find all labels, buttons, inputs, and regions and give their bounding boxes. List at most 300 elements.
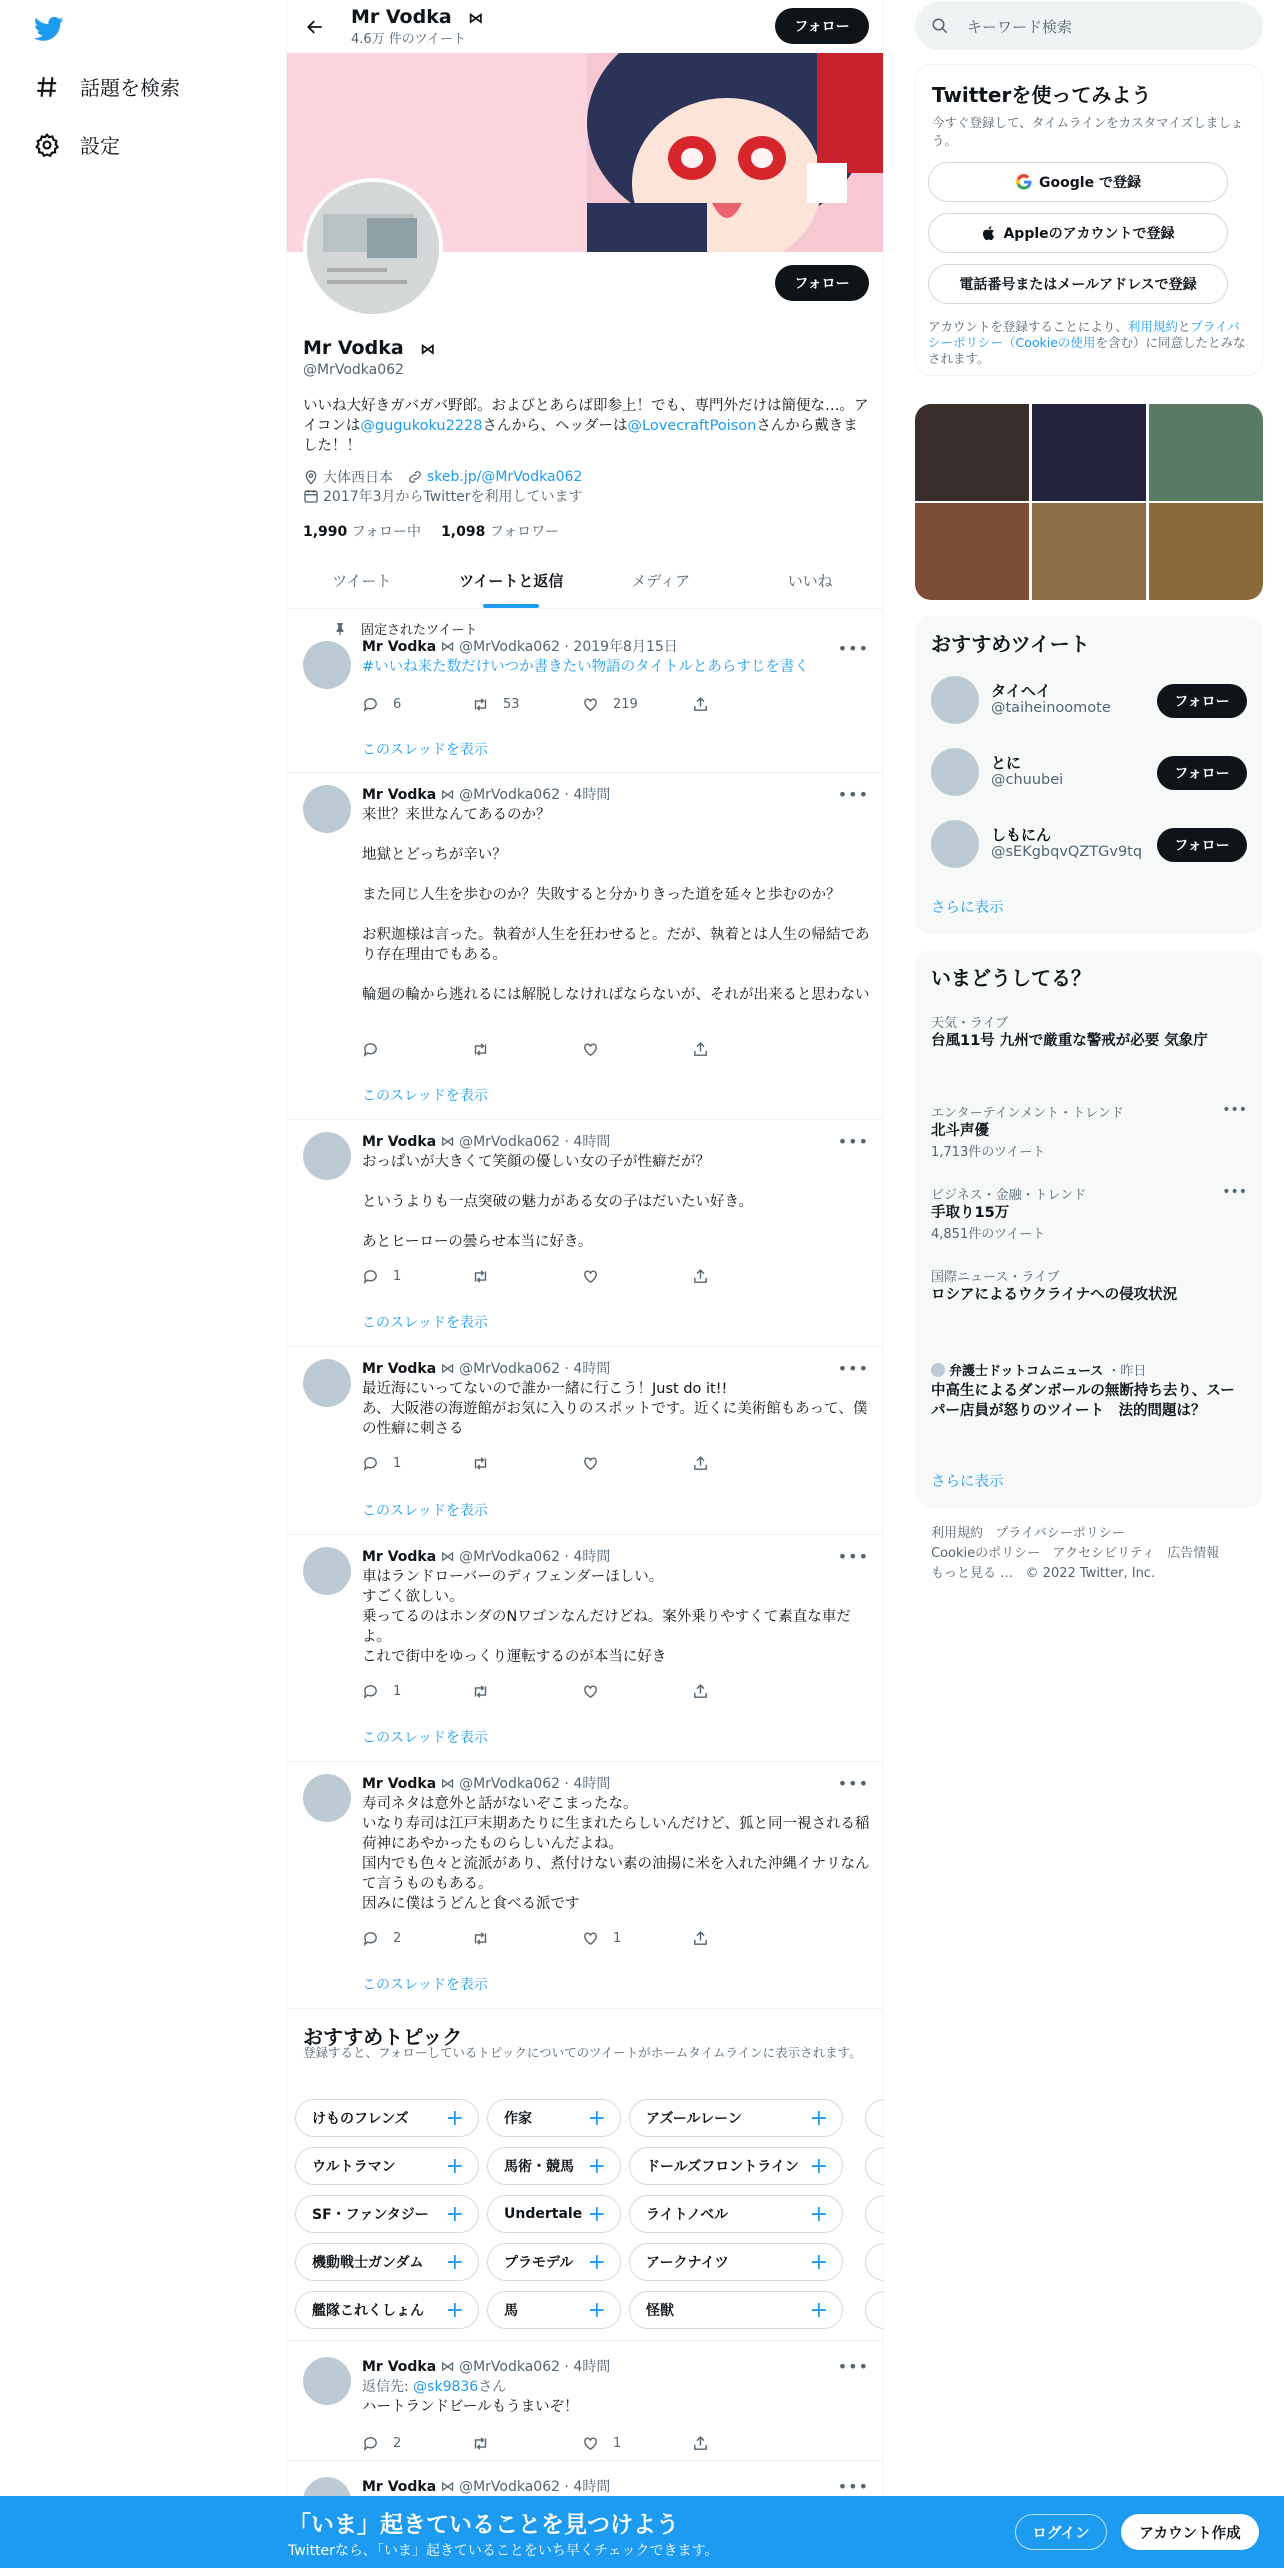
topic-label: Undertale — [504, 2206, 583, 2222]
avatar[interactable] — [303, 2357, 351, 2405]
signup-button[interactable]: アカウント作成 — [1121, 2514, 1259, 2550]
topic-chip[interactable] — [295, 2099, 479, 2137]
trend-title: 中高生によるダンボールの無断持ち去り、スーパー店員が怒りのツイート 法的問題は？ — [931, 1383, 1235, 1419]
tweet-author[interactable]: Mr Vodka — [362, 2359, 437, 2375]
trend-meta: ・昨日 — [1107, 1364, 1147, 1379]
more-icon[interactable]: ••• — [837, 1359, 869, 1378]
plus-icon: + — [809, 2297, 828, 2323]
trend-title: 北斗声優 — [931, 1123, 989, 1139]
like-count: 1 — [613, 2435, 622, 2451]
suggested-user[interactable] — [931, 744, 1247, 800]
plus-icon: + — [809, 2105, 828, 2131]
media-thumbnail[interactable] — [1149, 404, 1263, 501]
trend-item[interactable] — [931, 1102, 1247, 1160]
tweet-author[interactable]: Mr Vodka — [362, 1134, 437, 1150]
trend-item[interactable] — [931, 1184, 1247, 1242]
plus-icon: + — [809, 2153, 828, 2179]
trend-count: 1,713件のツイート — [931, 1145, 1046, 1160]
tweet-header: Mr Vodka ⋈ @MrVodka062 · 4時間 — [362, 787, 611, 803]
plus-icon: + — [445, 2249, 464, 2275]
topic-chip[interactable] — [629, 2243, 843, 2281]
who-to-follow-card — [915, 616, 1263, 934]
more-icon[interactable]: ••• — [837, 2477, 869, 2496]
tweet-time[interactable]: 2019年8月15日 — [573, 639, 678, 655]
share-icon — [692, 2435, 709, 2452]
tweet-header: Mr Vodka ⋈ @MrVodka062 · 2019年8月15日 — [362, 639, 678, 655]
footer-accessibility-link[interactable]: アクセシビリティ — [1052, 1546, 1155, 1561]
tweet-author[interactable]: Mr Vodka — [362, 1361, 437, 1377]
tweet-handle: @MrVodka062 — [459, 787, 561, 803]
retweet-button[interactable] — [472, 1681, 582, 1701]
avatar[interactable] — [303, 785, 351, 833]
signup-subtitle: 今すぐ登録して、タイムラインをカスタマイズしましょう。 — [932, 115, 1244, 148]
show-more-link[interactable]: さらに表示 — [931, 900, 1004, 916]
trend-item[interactable] — [931, 1266, 1247, 1305]
share-icon — [692, 1268, 709, 1285]
tweet-author[interactable]: Mr Vodka — [362, 787, 437, 803]
topic-label: SF・ファンタジー — [312, 2207, 429, 2223]
tweet[interactable] — [287, 2341, 884, 2461]
reply-button[interactable] — [362, 1453, 472, 1473]
tweet-header: Mr Vodka ⋈ @MrVodka062 · 4時間 — [362, 1361, 611, 1377]
calendar-icon — [303, 488, 319, 504]
trend-title: 台風11号 九州で厳重な警戒が必要 気象庁 — [931, 1033, 1208, 1049]
tweet-actions — [362, 1266, 802, 1286]
trend-item[interactable] — [931, 1012, 1247, 1051]
follow-button[interactable]: フォロー — [1157, 684, 1247, 718]
tweet-author[interactable]: Mr Vodka — [362, 2479, 437, 2495]
tweet-text[interactable]: 車はランドローバーのディフェンダーほしい。 すごく欲しい。 乗ってるのはホンダのNワゴンなんだけどね。案外乗りやすくて素直な車だよ。 これで街中をゆっくり運転するのが本当に好き — [362, 1569, 851, 1665]
tweet-author-emoji: ⋈ — [440, 787, 455, 803]
header-follow-button[interactable]: フォロー — [775, 8, 869, 44]
footer-cookie-link[interactable]: Cookieのポリシー — [931, 1546, 1041, 1561]
retweet-button[interactable] — [472, 1928, 582, 1948]
tweet-time[interactable]: 4時間 — [573, 1549, 611, 1565]
reply-button[interactable] — [362, 694, 472, 714]
avatar[interactable] — [303, 1774, 351, 1822]
tweet-author[interactable]: Mr Vodka — [362, 1549, 437, 1565]
tweet-handle: @MrVodka062 — [459, 2359, 561, 2375]
share-icon — [692, 1455, 709, 1472]
media-thumbnail[interactable] — [1032, 404, 1146, 501]
share-button[interactable] — [692, 1453, 802, 1473]
nav-settings-label: 設定 — [80, 134, 120, 158]
reply-button[interactable] — [362, 1928, 472, 1948]
tweet-handle: @MrVodka062 — [459, 639, 561, 655]
reply-count: 1 — [393, 1683, 402, 1699]
topic-chip-overflow[interactable] — [865, 2099, 884, 2137]
topic-chip[interactable] — [487, 2099, 621, 2137]
topics-title: おすすめトピック — [303, 2025, 463, 2049]
show-thread-link[interactable]: このスレッドを表示 — [362, 1730, 488, 1746]
more-icon[interactable]: ••• — [837, 639, 869, 658]
like-count: 219 — [613, 696, 638, 712]
trend-meta: 国際ニュース・ライブ — [931, 1270, 1060, 1285]
topic-chip[interactable] — [629, 2147, 843, 2185]
retweet-count: 53 — [503, 696, 520, 712]
topic-label: 馬術・競馬 — [504, 2159, 574, 2175]
legal-text: と — [1177, 319, 1191, 334]
apple-icon — [981, 224, 997, 242]
trend-title: 手取り15万 — [931, 1205, 1010, 1221]
retweet-button[interactable] — [472, 1453, 582, 1473]
tweet-actions — [362, 694, 802, 714]
share-button[interactable] — [692, 1266, 802, 1286]
avatar[interactable] — [931, 748, 979, 796]
reply-button[interactable] — [362, 2433, 472, 2453]
tweet-handle: @MrVodka062 — [459, 1776, 561, 1792]
retweet-button[interactable] — [472, 1266, 582, 1286]
like-button[interactable] — [582, 1928, 692, 1948]
tweet[interactable] — [287, 1120, 884, 1347]
following-count: 1,990 — [303, 524, 348, 540]
tweet-handle: @MrVodka062 — [459, 1549, 561, 1565]
tweet-time[interactable]: 4時間 — [573, 2479, 611, 2495]
more-icon[interactable]: ••• — [1222, 1184, 1247, 1200]
reply-to-link[interactable]: @sk9836 — [413, 2379, 479, 2395]
bio-text: いいね大好きガバガバ野郎。およびとあらば即参上！でも、専門外だけは簡便な…。アイコンは — [303, 398, 869, 434]
trend-source: 弁護士ドットコムニュース — [949, 1364, 1104, 1379]
plus-icon: + — [809, 2249, 828, 2275]
signup-card — [915, 64, 1263, 376]
retweet-icon — [472, 1930, 489, 1947]
tweet-header: Mr Vodka ⋈ @MrVodka062 · 4時間 — [362, 2359, 611, 2375]
topic-chip[interactable] — [629, 2291, 843, 2329]
topic-chip[interactable] — [487, 2291, 621, 2329]
search-icon — [931, 17, 949, 35]
topic-chip[interactable] — [295, 2147, 479, 2185]
source-avatar — [931, 1363, 945, 1377]
topic-label: 艦隊これくしょん — [312, 2303, 424, 2319]
profile-name-text: Mr Vodka — [303, 337, 404, 359]
more-icon[interactable]: ••• — [837, 1547, 869, 1566]
topic-chip[interactable] — [295, 2291, 479, 2329]
like-count: 1 — [613, 1930, 622, 1946]
tab-media[interactable]: メディア — [631, 572, 691, 590]
avatar[interactable] — [303, 641, 351, 689]
media-thumbnail[interactable] — [1149, 503, 1263, 600]
profile-location — [303, 467, 393, 487]
topic-chip[interactable] — [629, 2099, 843, 2137]
profile-tabs — [287, 553, 884, 609]
topic-label: ウルトラマン — [312, 2159, 396, 2175]
tweet-actions — [362, 1928, 802, 1948]
topic-label: 怪獣 — [646, 2303, 674, 2319]
tweet-text[interactable]: #いいね来た数だけいつか書きたい物語のタイトルとあらすじを書く — [362, 659, 809, 675]
tweet-author-emoji: ⋈ — [440, 1776, 455, 1792]
following-label: フォロー中 — [351, 524, 422, 540]
tweet-author[interactable]: Mr Vodka — [362, 639, 437, 655]
show-thread-link[interactable]: このスレッドを表示 — [362, 1315, 488, 1331]
apple-signup-button[interactable] — [928, 213, 1228, 253]
reply-icon — [362, 1455, 379, 1472]
reply-suffix: さん — [478, 2379, 507, 2395]
like-button[interactable] — [582, 2433, 692, 2453]
tweet-author-emoji: ⋈ — [440, 2479, 455, 2495]
reply-icon — [362, 2435, 379, 2452]
left-sidebar — [0, 0, 286, 2568]
plus-icon: + — [587, 2201, 606, 2227]
reply-icon — [362, 696, 379, 713]
retweet-icon — [472, 1455, 489, 1472]
footer-copyright: © 2022 Twitter, Inc. — [1025, 1566, 1156, 1581]
legal-text: を含む）に同意したとみなされます。 — [928, 335, 1246, 366]
avatar[interactable] — [303, 1359, 351, 1407]
nav-explore[interactable] — [34, 72, 180, 101]
tweet-time[interactable]: 4時間 — [573, 2359, 611, 2375]
profile-url[interactable] — [407, 469, 582, 485]
reply-prefix: 返信先: — [362, 2379, 414, 2395]
search-box[interactable] — [915, 2, 1263, 50]
show-thread-link[interactable]: このスレッドを表示 — [362, 742, 488, 758]
tab-likes[interactable]: いいね — [787, 572, 833, 590]
tweet-actions — [362, 2433, 802, 2453]
tweet[interactable] — [287, 1535, 884, 1762]
heart-icon — [582, 696, 599, 713]
signup-legal — [928, 319, 1252, 367]
share-icon — [692, 1930, 709, 1947]
profile-joined — [303, 486, 869, 506]
topic-chip[interactable] — [295, 2195, 479, 2233]
reply-to-line — [362, 2377, 872, 2397]
tweet-actions — [362, 1039, 802, 1059]
tweet[interactable] — [287, 609, 884, 773]
tweet-header: Mr Vodka ⋈ @MrVodka062 · 4時間 — [362, 2479, 611, 2495]
footer-privacy-link[interactable]: プライバシーポリシー — [995, 1526, 1125, 1541]
topic-chip[interactable] — [487, 2147, 621, 2185]
plus-icon: + — [445, 2201, 464, 2227]
tweet-author-emoji: ⋈ — [440, 2359, 455, 2375]
topic-chip-overflow[interactable] — [865, 2195, 884, 2233]
bottom-signup-bar — [0, 2496, 1284, 2568]
trend-title: ロシアによるウクライナへの侵攻状況 — [931, 1287, 1178, 1303]
gear-icon — [34, 132, 60, 158]
plus-icon: + — [445, 2297, 464, 2323]
tweet[interactable] — [287, 1347, 884, 1535]
more-icon[interactable]: ••• — [837, 2357, 869, 2376]
suggested-user-handle: @sEKgbqvQZTGv9tq — [991, 844, 1143, 860]
login-button[interactable]: ログイン — [1015, 2514, 1107, 2550]
topic-chip[interactable] — [295, 2243, 479, 2281]
show-more-link[interactable]: さらに表示 — [931, 1474, 1004, 1490]
heart-icon — [582, 1268, 599, 1285]
footer-ads-link[interactable]: 広告情報 — [1167, 1546, 1220, 1561]
topic-label: ドールズフロントライン — [646, 2159, 799, 2175]
tweet-handle: @MrVodka062 — [459, 1361, 561, 1377]
avatar[interactable] — [303, 1547, 351, 1595]
suggested-user-name: しもにん — [991, 826, 1052, 844]
retweet-button[interactable] — [472, 1039, 582, 1059]
nav-explore-label: 話題を検索 — [80, 76, 180, 100]
follow-button[interactable]: フォロー — [1157, 828, 1247, 862]
share-button[interactable] — [692, 694, 802, 714]
plus-icon: + — [445, 2105, 464, 2131]
share-button[interactable] — [692, 1039, 802, 1059]
topic-chip-overflow[interactable] — [865, 2291, 884, 2329]
pin-icon — [333, 622, 347, 636]
footer-links — [931, 1524, 1261, 1584]
more-icon[interactable]: ••• — [837, 1774, 869, 1793]
tweet-time[interactable]: 4時間 — [573, 1134, 611, 1150]
show-thread-link[interactable]: このスレッドを表示 — [362, 1088, 488, 1104]
tweet-time[interactable]: 4時間 — [573, 787, 611, 803]
plus-icon: + — [445, 2153, 464, 2179]
topic-chip[interactable] — [487, 2195, 621, 2233]
hashtag-icon — [34, 74, 60, 100]
signup-title: Twitterを使ってみよう — [932, 83, 1152, 107]
media-thumbnail[interactable] — [1032, 503, 1146, 600]
following-stat[interactable] — [303, 521, 421, 541]
profile-avatar[interactable] — [303, 178, 443, 318]
topic-label: けものフレンズ — [312, 2111, 409, 2127]
footer-more-link[interactable]: もっと見る … — [931, 1566, 1014, 1581]
share-button[interactable] — [692, 2433, 802, 2453]
bio-link-lovecraft[interactable]: @LovecraftPoison — [627, 418, 757, 434]
reply-icon — [362, 1268, 379, 1285]
tab-tweets-replies[interactable]: ツイートと返信 — [437, 553, 587, 608]
retweet-button[interactable] — [472, 694, 582, 714]
arrow-left-icon — [305, 17, 325, 37]
tweet-time[interactable]: 4時間 — [573, 1361, 611, 1377]
tab-tweets[interactable]: ツイート — [332, 572, 392, 590]
retweet-icon — [472, 2435, 489, 2452]
tweet-actions — [362, 1681, 802, 1701]
legal-text: アカウントを登録することにより、 — [928, 319, 1128, 334]
suggested-user[interactable] — [931, 816, 1247, 872]
reply-count: 1 — [393, 1268, 402, 1284]
more-icon[interactable]: ••• — [837, 1132, 869, 1151]
plus-icon: + — [809, 2201, 828, 2227]
footer-terms-link[interactable]: 利用規約 — [931, 1526, 984, 1541]
topic-chip-overflow[interactable] — [865, 2147, 884, 2185]
heart-icon — [582, 1455, 599, 1472]
reply-count: 2 — [393, 1930, 402, 1946]
topic-label: アークナイツ — [646, 2255, 729, 2271]
privacy-link[interactable]: プライバシーポリシー（Cookieの使用 — [928, 319, 1240, 350]
retweet-button[interactable] — [472, 2433, 582, 2453]
tweet[interactable] — [287, 1762, 884, 2009]
avatar[interactable] — [931, 820, 979, 868]
retweet-icon — [472, 696, 489, 713]
link-icon — [407, 469, 423, 485]
header-tweet-count: 4.6万 件のツイート — [351, 32, 466, 47]
plus-icon: + — [587, 2153, 606, 2179]
trend-meta-row — [931, 1360, 1247, 1379]
reply-count: 2 — [393, 2435, 402, 2451]
followers-count: 1,098 — [441, 524, 486, 540]
topic-chip[interactable] — [487, 2243, 621, 2281]
main-column — [286, 0, 884, 2568]
nav-settings[interactable] — [34, 130, 120, 159]
location-pin-icon — [303, 469, 319, 485]
reply-icon — [362, 1041, 379, 1058]
bio-text: さんから戴きました！！ — [303, 418, 858, 454]
tweet-text[interactable]: 寿司ネタは意外と話がないぞこまったな。 いなり寿司は江戸末期あたりに生まれたらしいんだけど、狐と同一視される稲荷神にあやかったものらしいんだよね。 国内でも色々と流派があり、煮付けない素の油揚に米を入れた沖縄イナリなんて言うものもある。 因みに僕はうどんと食べる派です — [362, 1796, 870, 1912]
suggested-user-handle: @taiheinoomote — [991, 700, 1111, 716]
profile-follow-button[interactable]: フォロー — [775, 265, 869, 301]
retweet-icon — [472, 1683, 489, 1700]
show-thread-link[interactable]: このスレッドを表示 — [362, 1977, 488, 1993]
followers-label: フォロワー — [489, 524, 560, 540]
tweet-time[interactable]: 4時間 — [573, 1776, 611, 1792]
phone-signup-button[interactable]: 電話番号またはメールアドレスで登録 — [928, 264, 1228, 304]
profile-location-text: 大体西日本 — [323, 470, 393, 486]
follow-button[interactable]: フォロー — [1157, 756, 1247, 790]
search-placeholder: キーワード検索 — [967, 17, 1073, 36]
more-icon[interactable]: ••• — [837, 785, 869, 804]
suggested-user-handle: @chuubei — [991, 772, 1064, 788]
like-button[interactable] — [582, 1039, 692, 1059]
like-button[interactable] — [582, 1453, 692, 1473]
topic-label: 馬 — [504, 2303, 518, 2319]
tweet-text[interactable]: 来世？来世なんてあるのか？ 地獄とどっちが辛い？ また同じ人生を歩むのか？失敗すると分かりきった道を延々と歩むのか？ お釈迦様は言った。執着が人生を狂わせると。だが、執着とは人生の帰結であり存在理由でもある。 輪廻の輪から逃れるには解脱しなければならないが、それが出来ると思わない — [362, 807, 870, 1003]
trend-meta: ビジネス・金融・トレンド — [931, 1188, 1087, 1203]
header-titles — [327, 6, 483, 47]
reply-count: 1 — [393, 1455, 402, 1471]
twitter-logo-icon[interactable] — [34, 14, 64, 44]
avatar[interactable] — [931, 676, 979, 724]
topics-subtitle: 登録すると、フォローしているトピックについてのツイートがホームタイムラインに表示されます。 — [303, 2045, 862, 2060]
bio-link-gugukoku[interactable]: @gugukoku2228 — [360, 418, 483, 434]
topic-label: ライトノベル — [646, 2207, 729, 2223]
like-button[interactable] — [582, 1266, 692, 1286]
share-button[interactable] — [692, 1681, 802, 1701]
profile-header-bar — [287, 0, 884, 53]
tweet-author-emoji: ⋈ — [440, 1134, 455, 1150]
profile-url-link[interactable]: skeb.jp/@MrVodka062 — [427, 469, 583, 485]
reply-button[interactable] — [362, 1681, 472, 1701]
heart-icon — [582, 1041, 599, 1058]
avatar-image — [307, 182, 439, 314]
show-thread-link[interactable]: このスレッドを表示 — [362, 1503, 488, 1519]
google-icon — [1015, 173, 1033, 191]
pinned-label — [333, 619, 477, 638]
topic-label: 機動戦士ガンダム — [312, 2255, 424, 2271]
reply-button[interactable] — [362, 1039, 472, 1059]
google-signup-button[interactable] — [928, 162, 1228, 202]
tweet[interactable] — [287, 773, 884, 1120]
media-thumbnail[interactable] — [915, 503, 1029, 600]
trends-title: いまどうしてる？ — [931, 966, 1091, 990]
followers-stat[interactable] — [441, 521, 559, 541]
topic-chip[interactable] — [629, 2195, 843, 2233]
like-button[interactable] — [582, 694, 692, 714]
tweet-header: Mr Vodka ⋈ @MrVodka062 · 4時間 — [362, 1776, 611, 1792]
profile-bio — [303, 396, 869, 456]
trend-item[interactable] — [931, 1360, 1247, 1421]
suggested-user-name: タイヘイ — [991, 682, 1051, 700]
apple-signup-label: Appleのアカウントで登録 — [1003, 226, 1175, 242]
bottom-subtitle: Twitterなら、「いま」起きていることをいち早くチェックできます。 — [288, 2543, 719, 2559]
media-thumbnail[interactable] — [915, 404, 1029, 501]
terms-link[interactable]: 利用規約 — [1127, 319, 1178, 334]
tweet-author-emoji: ⋈ — [440, 1549, 455, 1565]
more-icon[interactable]: ••• — [1222, 1102, 1247, 1118]
tweet-handle: @MrVodka062 — [459, 2479, 561, 2495]
tweet-text[interactable]: 最近海にいってないので誰か一緒に行こう！Just do it!! あ、大阪港の海遊館がお気に入りのスポットです。近くに美術館もあって、僕の性癖に刺さる — [362, 1381, 868, 1437]
avatar[interactable] — [303, 1132, 351, 1180]
reply-button[interactable] — [362, 1266, 472, 1286]
topic-chip-overflow[interactable] — [865, 2243, 884, 2281]
share-button[interactable] — [692, 1928, 802, 1948]
share-icon — [692, 1683, 709, 1700]
tweet-text[interactable]: おっぱいが大きくて笑顔の優しい女の子が性癖だが？ というよりも一点突破の魅力がある女の子はだいたい好き。 あとヒーローの曇らせ本当に好き。 — [362, 1154, 753, 1250]
tweet-text[interactable]: ハートランドビールもうまいぞ！ — [362, 2399, 579, 2415]
suggested-user[interactable] — [931, 672, 1247, 728]
topics-section — [287, 2009, 884, 2341]
like-button[interactable] — [582, 1681, 692, 1701]
tweet-author[interactable]: Mr Vodka — [362, 1776, 437, 1792]
